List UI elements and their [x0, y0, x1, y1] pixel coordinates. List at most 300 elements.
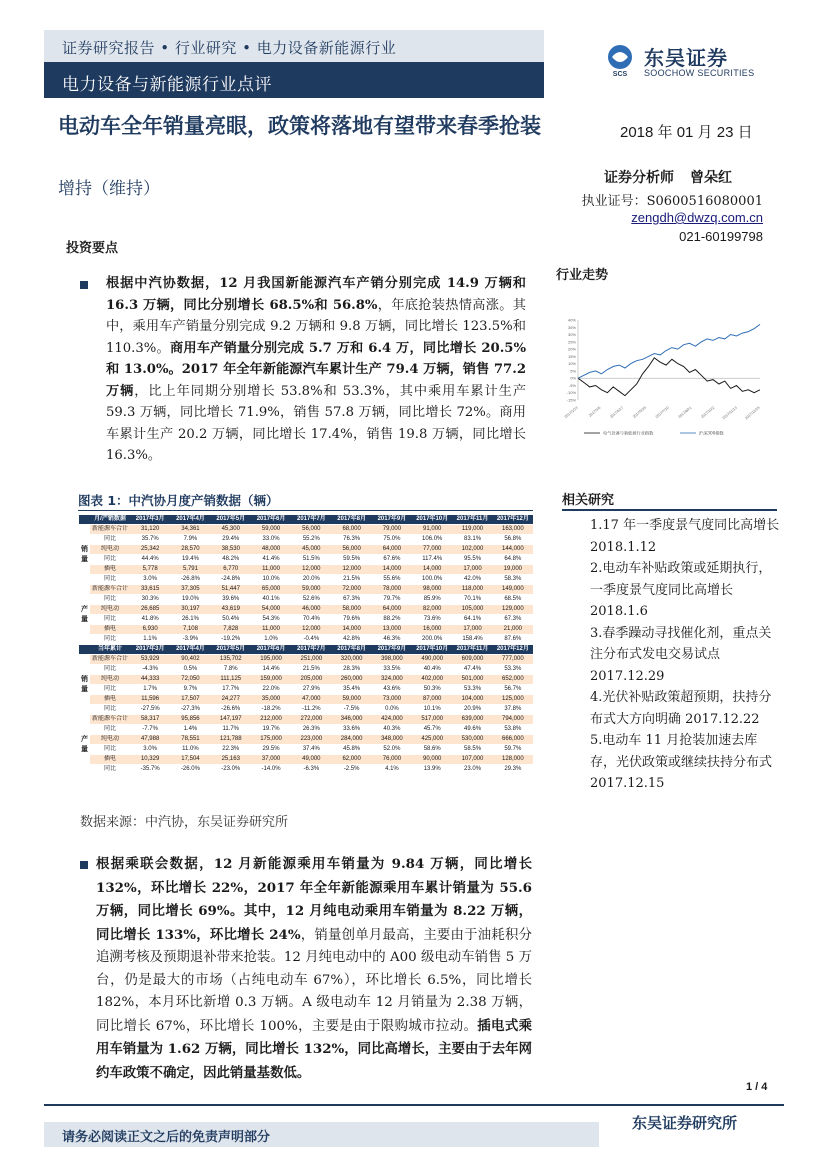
table-cell: 40.4% [412, 665, 452, 675]
y-tick-label: 0% [570, 375, 576, 381]
table-cell: 58.6% [412, 745, 452, 755]
table-cell: 47,988 [130, 735, 170, 745]
table-cell: 119,000 [452, 525, 492, 535]
table-cell: 42.8% [331, 635, 371, 645]
table-cell: 43.6% [372, 685, 412, 695]
table-group-label [79, 695, 90, 705]
table-group-label [79, 755, 90, 765]
table-cell: -6.3% [291, 765, 331, 775]
table-header-cell: 当年累计 [90, 645, 130, 655]
table-cell: 121,788 [211, 735, 251, 745]
table-header-cell: 2017年12月 [493, 645, 533, 655]
table-cell: 47,000 [291, 695, 331, 705]
table-group-label [79, 525, 90, 535]
table-cell: -24.8% [211, 575, 251, 585]
table-group-label [79, 725, 90, 735]
table-cell: 0.0% [372, 705, 412, 715]
para2-bold-a: 根据乘联会数据，12 月新能源乘用车销量为 9.84 万辆，同比增长 132%，环比增长 22%，2017 年全年新能源乘用车累计销量为 55.6 万辆，同比增长 69%。其中，12 月纯电动乘用车销量为 8.22 万辆，同比增长 133%，环比增长 24% [96, 856, 532, 943]
table-cell: 37,000 [251, 755, 291, 765]
table-group-label: 销 [81, 546, 88, 554]
series-industry-index [578, 358, 760, 396]
table-cell: 91,000 [412, 525, 452, 535]
table-cell: 11,000 [251, 625, 291, 635]
table-cell: 47.4% [452, 665, 492, 675]
table-header-cell: 2017年8月 [331, 645, 371, 655]
table-cell: 33.5% [372, 665, 412, 675]
table-cell: 14,000 [331, 625, 371, 635]
table-cell: 6,770 [211, 565, 251, 575]
table-cell: 104,000 [452, 695, 492, 705]
table-row [79, 735, 533, 745]
table-cell: 59.7% [493, 745, 533, 755]
related-item[interactable]: 5.电动车 11 月抢装加速去库存，光伏政策或继续扶持分布式 2017.12.15 [590, 733, 773, 791]
table-cell: 59.5% [331, 555, 371, 565]
table-cell: 11,000 [251, 565, 291, 575]
analyst-name: 曾朵红 [690, 170, 732, 186]
table-cell: 125,000 [493, 695, 533, 705]
table-header-cell: 2017年5月 [211, 645, 251, 655]
related-item[interactable]: 4.光伏补贴政策超预期，扶持分布式大方向明确 2017.12.22 [590, 690, 772, 727]
logo-mark-text: SCS [612, 71, 628, 78]
footer-org: 东吴证券研究所 [632, 1114, 738, 1132]
table-cell: 117.4% [412, 555, 452, 565]
table-cell: 83.1% [452, 535, 492, 545]
table-cell: 13.9% [412, 765, 452, 775]
table-cell: 90,402 [170, 655, 210, 665]
table-cell: 67.6% [372, 555, 412, 565]
table-cell: 68.5% [493, 595, 533, 605]
table-cell: 398,000 [372, 655, 412, 665]
breadcrumb: 证券研究报告 • 行业研究 • 电力设备新能源行业 [62, 39, 397, 57]
table-cell: 272,000 [291, 715, 331, 725]
table-cell: 38,530 [211, 545, 251, 555]
y-tick-label: -5% [568, 382, 576, 388]
table-cell: 56,000 [331, 545, 371, 555]
related-item[interactable]: 1.17 年一季度景气度同比高增长 2018.1.12 [590, 518, 780, 555]
table-cell: 639,000 [452, 715, 492, 725]
table-cell: 205,000 [291, 675, 331, 685]
table-cell: 3.0% [130, 745, 170, 755]
table-row-label: 插电 [90, 625, 130, 635]
table-cell: 42.0% [452, 575, 492, 585]
para1-bold-a: 根据中汽协数据，12 月我国新能源汽车产销分别完成 14.9 万辆和 16.3 万辆，同比分别增长 68.5%和 56.8% [106, 276, 526, 313]
table-cell: 79.6% [331, 615, 371, 625]
table-cell: 29.4% [211, 535, 251, 545]
table-row-label: 同比 [90, 535, 130, 545]
report-type-bar [44, 62, 544, 98]
table-cell: 72,050 [170, 675, 210, 685]
table-row [79, 615, 533, 625]
table-cell: 159,000 [251, 675, 291, 685]
table-cell: 56,000 [291, 525, 331, 535]
para2-text-b: ，销量创单月最高，主要由于油耗积分追溯考核及预期退补带来抢装。12 月纯电动中的 A00 级电动车销售 5 万台，仍是最大的市场（占纯电动车 67%），环比增长 6.5%，同比增长 182%，本月环比新增 0.3 万辆。A 级电动车 12 月销量为 2.38 万辆，同比增长 67%，环比增长 100%，主要是由于限购城市拉动。 [96, 927, 533, 1034]
table-row [79, 745, 533, 755]
table-cell: 55.6% [372, 575, 412, 585]
table-header-cell: 2017年5月 [211, 515, 251, 525]
table-group-label [79, 595, 90, 605]
table-row-label: 纯电动 [90, 735, 130, 745]
table-cell: 58.3% [493, 575, 533, 585]
table-cell: 129,000 [493, 605, 533, 615]
para2-bold-c: 插电式乘用车销量为 1.62 万辆，同比增长 132%，同比高增长，主要由于去年网约车政策不确定，因此销量基数低。 [96, 1017, 532, 1081]
table-cell: 200.0% [412, 635, 452, 645]
x-tick-label: 2017/12/25 [744, 405, 761, 421]
table-cell: 70.1% [452, 595, 492, 605]
sales-data-table [79, 515, 533, 775]
table-header-cell: 2017年8月 [331, 515, 371, 525]
table-cell: 19.0% [170, 595, 210, 605]
table-cell: 59,000 [331, 695, 371, 705]
table-cell: 26,685 [130, 605, 170, 615]
table-cell: 11,596 [130, 695, 170, 705]
table-header-cell: 2017年4月 [170, 645, 210, 655]
table-cell: 666,000 [493, 735, 533, 745]
table-cell: 45.8% [331, 745, 371, 755]
table-cell: 76,000 [372, 755, 412, 765]
table-cell: 12,000 [291, 625, 331, 635]
table-cell: 111,125 [211, 675, 251, 685]
table-cell: -14.0% [251, 765, 291, 775]
table-row [79, 765, 533, 775]
table-cell: 16,000 [412, 625, 452, 635]
table-cell: 100.0% [412, 575, 452, 585]
related-item[interactable]: 2.电动车补贴政策或延期执行，一季度景气度同比高增长 2018.1.6 [590, 561, 772, 619]
table-cell: 14,000 [412, 565, 452, 575]
table-cell: -23.0% [211, 765, 251, 775]
table-header-cell: 2017年10月 [412, 515, 452, 525]
table-cell: 37.8% [493, 705, 533, 715]
x-tick-label: 2017/7/10 [654, 405, 670, 420]
table-cell: 251,000 [291, 655, 331, 665]
table-cell: 64.1% [452, 615, 492, 625]
table-cell: 128,000 [493, 755, 533, 765]
table-cell: 10,329 [130, 755, 170, 765]
table-cell: 5,778 [130, 565, 170, 575]
table-cell: 26.3% [291, 725, 331, 735]
table-group-label: 销 [81, 676, 88, 684]
analyst [604, 167, 732, 187]
table-cell: -27.3% [170, 705, 210, 715]
table-group-label [79, 655, 90, 665]
table-row-label: 插电 [90, 565, 130, 575]
table-row [79, 565, 533, 575]
table-cell: 19.7% [251, 725, 291, 735]
table-row [79, 605, 533, 615]
table-row-label: 纯电动 [90, 675, 130, 685]
table-cell: 39.6% [211, 595, 251, 605]
table-row-label: 同比 [90, 765, 130, 775]
table-row-label: 同比 [90, 745, 130, 755]
table-row-label: 同比 [90, 635, 130, 645]
disclaimer[interactable]: 请务必阅读正文之后的免责声明部分 [62, 1130, 271, 1145]
table-header-cell: 2017年7月 [291, 515, 331, 525]
table-cell: 17.7% [211, 685, 251, 695]
analyst-email[interactable]: zengdh@dwzq.com.cn [631, 210, 763, 225]
table-row [79, 625, 533, 635]
table-cell: 402,000 [412, 675, 452, 685]
breadcrumb-bar [44, 30, 544, 62]
table-cell: 223,000 [291, 735, 331, 745]
table-cell: 425,000 [412, 735, 452, 745]
table-cell: 175,000 [251, 735, 291, 745]
report-date: 2018 年 01 月 23 日 [620, 124, 753, 141]
table-cell: 79.7% [372, 595, 412, 605]
table-header-cell: 2017年6月 [251, 515, 291, 525]
paragraph-1 [106, 273, 526, 467]
table-cell: 56.8% [493, 535, 533, 545]
table-cell: 82,000 [412, 605, 452, 615]
logo-mark-icon [604, 44, 636, 78]
y-tick-label: 40% [567, 317, 576, 323]
table-cell: 12,000 [291, 565, 331, 575]
table-cell: 501,000 [452, 675, 492, 685]
disclaimer-bar [44, 1122, 599, 1147]
table-cell: 14,000 [372, 565, 412, 575]
table-cell: 1.0% [251, 635, 291, 645]
table-row [79, 535, 533, 545]
x-tick-label: 2017/1/23 [563, 405, 579, 420]
table-cell: 24,277 [211, 695, 251, 705]
table-cell: 107,000 [452, 755, 492, 765]
related-divider [562, 509, 777, 511]
table-cell: 11.7% [211, 725, 251, 735]
table-cell: 652,000 [493, 675, 533, 685]
table-header-cell: 2017年9月 [372, 645, 412, 655]
table-cell: 30,197 [170, 605, 210, 615]
table-cell: -3.9% [170, 635, 210, 645]
table-cell: 1.7% [130, 685, 170, 695]
table-row [79, 675, 533, 685]
table-row-label: 新能源车合计 [90, 525, 130, 535]
table-cell: 609,000 [452, 655, 492, 665]
table-row [79, 695, 533, 705]
table-row [79, 715, 533, 725]
table-cell: 56.7% [493, 685, 533, 695]
table-cell: 87.6% [493, 635, 533, 645]
table-cell: 34,361 [170, 525, 210, 535]
related-item[interactable]: 3.春季躁动寻找催化剂，重点关注分布式发电交易试点 2017.12.29 [590, 625, 772, 684]
table-cell: 147,197 [211, 715, 251, 725]
table-cell: 23.0% [452, 765, 492, 775]
table-cell: 54,000 [251, 605, 291, 615]
table-cell: 14.4% [251, 665, 291, 675]
table-cell: 7.9% [170, 535, 210, 545]
table-cell: 37.4% [291, 745, 331, 755]
table-cell: -11.2% [291, 705, 331, 715]
table-cell: 64,000 [372, 545, 412, 555]
table-group-label: 量 [81, 746, 88, 754]
table-group-label [79, 585, 90, 595]
table-row [79, 685, 533, 695]
table-cell: 75.0% [372, 535, 412, 545]
table-cell: 33.0% [251, 535, 291, 545]
table-row-label: 同比 [90, 705, 130, 715]
table-cell: 79,000 [372, 525, 412, 535]
table-row [79, 725, 533, 735]
series-hs300-index [578, 324, 760, 378]
x-tick-label: 2017/8/21 [677, 405, 693, 420]
table-cell: 21,000 [493, 625, 533, 635]
table-cell: 105,000 [452, 605, 492, 615]
table-cell: 9.7% [170, 685, 210, 695]
table-header-cell: 2017年11月 [452, 515, 492, 525]
trend-title: 行业走势 [556, 268, 609, 283]
table-cell: 45,300 [211, 525, 251, 535]
table-cell: 95.5% [452, 555, 492, 565]
report-title: 电动车全年销量亮眼，政策将落地有望带来春季抢装 [58, 113, 541, 138]
table-cell: -35.7% [130, 765, 170, 775]
table-cell: 88.2% [372, 615, 412, 625]
table-cell: 43,619 [211, 605, 251, 615]
table-cell: 54.3% [251, 615, 291, 625]
table-cell: 53.3% [452, 685, 492, 695]
table-cell: 5,791 [170, 565, 210, 575]
table-row-label: 同比 [90, 595, 130, 605]
table-cell: 777,000 [493, 655, 533, 665]
table-cell: 26.1% [170, 615, 210, 625]
table-cell: 320,000 [331, 655, 371, 665]
table-row-label: 同比 [90, 615, 130, 625]
table-cell: 48,000 [251, 545, 291, 555]
table-cell: 346,000 [331, 715, 371, 725]
table-cell: 17,000 [452, 625, 492, 635]
table-row-label: 新能源车合计 [90, 715, 130, 725]
industry-trend-chart [556, 312, 766, 442]
table-group-label: 量 [81, 556, 88, 564]
table-cell: 59,000 [291, 585, 331, 595]
table-cell: 1.1% [130, 635, 170, 645]
table-row [79, 525, 533, 535]
table-cell: 58,317 [130, 715, 170, 725]
table-cell: 50.4% [211, 615, 251, 625]
table-cell: -26.0% [170, 765, 210, 775]
table-cell: 517,000 [412, 715, 452, 725]
table-cell: 53.3% [493, 665, 533, 675]
figure-source: 数据来源：中汽协，东吴证券研究所 [80, 815, 289, 830]
table-cell: 20.9% [452, 705, 492, 715]
related-list [590, 515, 780, 795]
table-cell: -4.3% [130, 665, 170, 675]
table-cell: 490,000 [412, 655, 452, 665]
table-group-label: 产 [81, 606, 88, 614]
table-row-label: 同比 [90, 555, 130, 565]
table-row-label: 同比 [90, 665, 130, 675]
analyst-cert: 执业证号：S0600516080001 [581, 194, 763, 209]
table-cell: 46,000 [291, 605, 331, 615]
table-group-label [79, 665, 90, 675]
table-header-cell: 2017年3月 [130, 645, 170, 655]
table-cell: 29.5% [251, 745, 291, 755]
y-tick-label: 35% [567, 324, 576, 330]
para1-text-b: ，年底抢装热情高涨。其中，乘用车产销量分别完成 9.2 万辆和 9.8 万辆，同比增长 123.5%和 110.3%。 [106, 297, 526, 356]
table-header-cell: 2017年12月 [493, 515, 533, 525]
table-cell: 98,000 [412, 585, 452, 595]
table-cell: 4.1% [372, 765, 412, 775]
analyst-phone: 021-60199798 [679, 229, 763, 244]
table-cell: 19,000 [493, 565, 533, 575]
table-cell: 35.4% [331, 685, 371, 695]
table-cell: 17,504 [170, 755, 210, 765]
table-row-label: 插电 [90, 755, 130, 765]
table-row [79, 575, 533, 585]
table-cell: 106.0% [412, 535, 452, 545]
table-cell: 45,000 [291, 545, 331, 555]
table-cell: -7.5% [331, 705, 371, 715]
table-cell: 45.7% [412, 725, 452, 735]
table-group-label: 量 [81, 686, 88, 694]
table-cell: 195,000 [251, 655, 291, 665]
x-tick-label: 2017/10/2 [700, 405, 716, 420]
table-row-label: 新能源车合计 [90, 585, 130, 595]
table-cell: 51.5% [291, 555, 331, 565]
table-cell: 212,000 [251, 715, 291, 725]
table-row [79, 555, 533, 565]
table-cell: 17,507 [170, 695, 210, 705]
analyst-label: 证券分析师 [604, 170, 674, 186]
table-cell: 58.5% [452, 745, 492, 755]
table-cell: 51,447 [211, 585, 251, 595]
table-header-cell: 2017年9月 [372, 515, 412, 525]
logo-cn: 东吴证券 [644, 46, 728, 70]
table-cell: 22.3% [211, 745, 251, 755]
related-title: 相关研究 [562, 493, 615, 508]
table-group-label [79, 575, 90, 585]
table-cell: 7,108 [170, 625, 210, 635]
table-row [79, 585, 533, 595]
table-cell: 44.4% [130, 555, 170, 565]
table-cell: 348,000 [372, 735, 412, 745]
table-cell: 49,000 [291, 755, 331, 765]
table-cell: 28.3% [331, 665, 371, 675]
figure-title: 图表 1：中汽协月度产销数据（辆） [78, 491, 533, 511]
table-cell: 73.6% [412, 615, 452, 625]
table-cell: 41.4% [251, 555, 291, 565]
table-row-label: 新能源车合计 [90, 655, 130, 665]
table-cell: 7,828 [211, 625, 251, 635]
y-tick-label: 25% [567, 339, 576, 345]
table-row [79, 755, 533, 765]
table-cell: -7.7% [130, 725, 170, 735]
table-group-label [79, 565, 90, 575]
table-cell: 49.6% [452, 725, 492, 735]
table-cell: 53,929 [130, 655, 170, 665]
table-cell: 62,000 [331, 755, 371, 765]
table-cell: 284,000 [331, 735, 371, 745]
table-cell: 21.5% [291, 665, 331, 675]
table-cell: 67.3% [331, 595, 371, 605]
bullet-icon [80, 861, 88, 869]
y-tick-label: 5% [570, 368, 576, 374]
table-cell: 424,000 [372, 715, 412, 725]
table-cell: 90,000 [412, 755, 452, 765]
table-cell: 27.9% [291, 685, 331, 695]
table-cell: 118,000 [452, 585, 492, 595]
table-cell: 64,000 [372, 605, 412, 615]
rating: 增持（维持） [58, 179, 160, 199]
table-cell: 70.4% [291, 615, 331, 625]
table-cell: 41.8% [130, 615, 170, 625]
table-cell: 25,163 [211, 755, 251, 765]
table-cell: 78,000 [372, 585, 412, 595]
table-header-cell [79, 515, 90, 525]
table-header-cell: 2017年3月 [130, 515, 170, 525]
table-cell: 64.8% [493, 555, 533, 565]
table-row [79, 655, 533, 665]
table-cell: 40.3% [372, 725, 412, 735]
table-cell: 35,000 [251, 695, 291, 705]
table-cell: 87,000 [412, 695, 452, 705]
table-group-label: 产 [81, 736, 88, 744]
